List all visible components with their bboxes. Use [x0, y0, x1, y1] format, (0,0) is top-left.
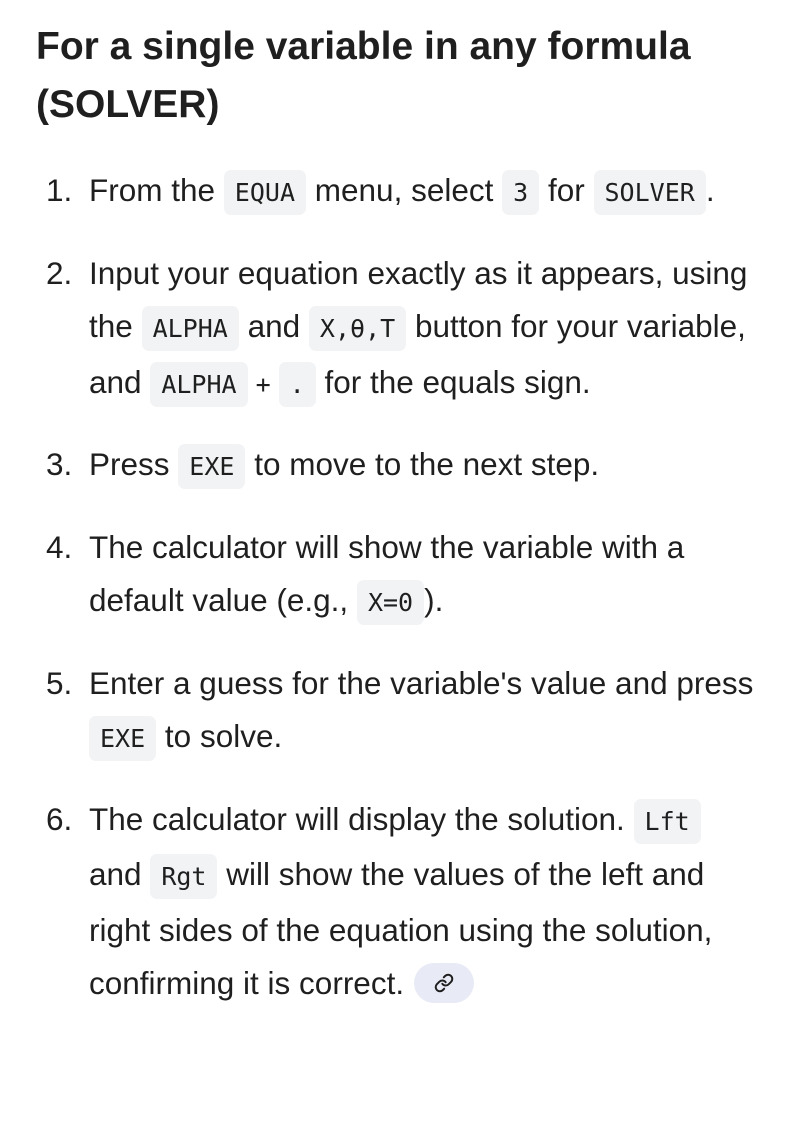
section-heading: For a single variable in any formula (SOLVER) — [36, 25, 691, 126]
step-text: ). — [424, 582, 444, 618]
key-code: X,θ,T — [309, 306, 406, 351]
step-text: to solve. — [164, 718, 283, 754]
key-code: EXE — [178, 444, 245, 489]
step-number: 3. — [46, 446, 73, 482]
key-code: ALPHA — [150, 362, 247, 407]
step-text: for the equals sign. — [324, 363, 591, 400]
step-text: Enter a guess for the variable's value and press — [89, 664, 754, 701]
key-code: X=0 — [357, 580, 424, 625]
step-text: will show the values of the left and right sides of the equation using the solution, confirming it is correct. — [89, 856, 713, 1001]
key-code: 3 — [502, 170, 539, 215]
list-item — [36, 164, 760, 220]
step-text: menu, select — [314, 172, 494, 208]
step-text: to move to the next step. — [254, 446, 600, 482]
key-code: Lft — [634, 799, 701, 844]
list-item — [36, 793, 760, 1011]
step-text: The calculator will show the variable with a default value (e.g., — [89, 528, 685, 618]
step-text: Press — [89, 446, 170, 482]
key-code: Rgt — [150, 854, 217, 899]
link-icon — [434, 973, 454, 993]
key-code: EXE — [89, 716, 156, 761]
step-number: 5. — [46, 664, 73, 701]
step-number: 4. — [46, 528, 73, 565]
step-number: 6. — [46, 800, 73, 837]
step-text: and — [247, 308, 301, 344]
step-text: for — [547, 172, 585, 208]
list-item — [36, 247, 760, 412]
step-number: 1. — [46, 172, 73, 208]
step-number: 2. — [46, 254, 73, 291]
step-text: From the — [89, 172, 216, 208]
list-item — [36, 521, 760, 630]
step-text: . — [705, 172, 715, 208]
step-text: and — [89, 856, 142, 892]
source-link-button[interactable] — [414, 963, 474, 1003]
key-code: SOLVER — [594, 170, 706, 215]
list-item — [36, 438, 760, 494]
key-code: EQUA — [224, 170, 306, 215]
step-text: button for your variable, and — [89, 308, 746, 400]
key-code: ALPHA — [142, 306, 239, 351]
list-item — [36, 657, 760, 766]
key-code: . — [279, 362, 316, 407]
steps-list — [36, 164, 760, 1011]
step-text: The calculator will display the solution. — [89, 800, 625, 837]
step-text: Input your equation exactly as it appears, using the — [89, 254, 748, 344]
plus-operator: + — [255, 369, 271, 399]
